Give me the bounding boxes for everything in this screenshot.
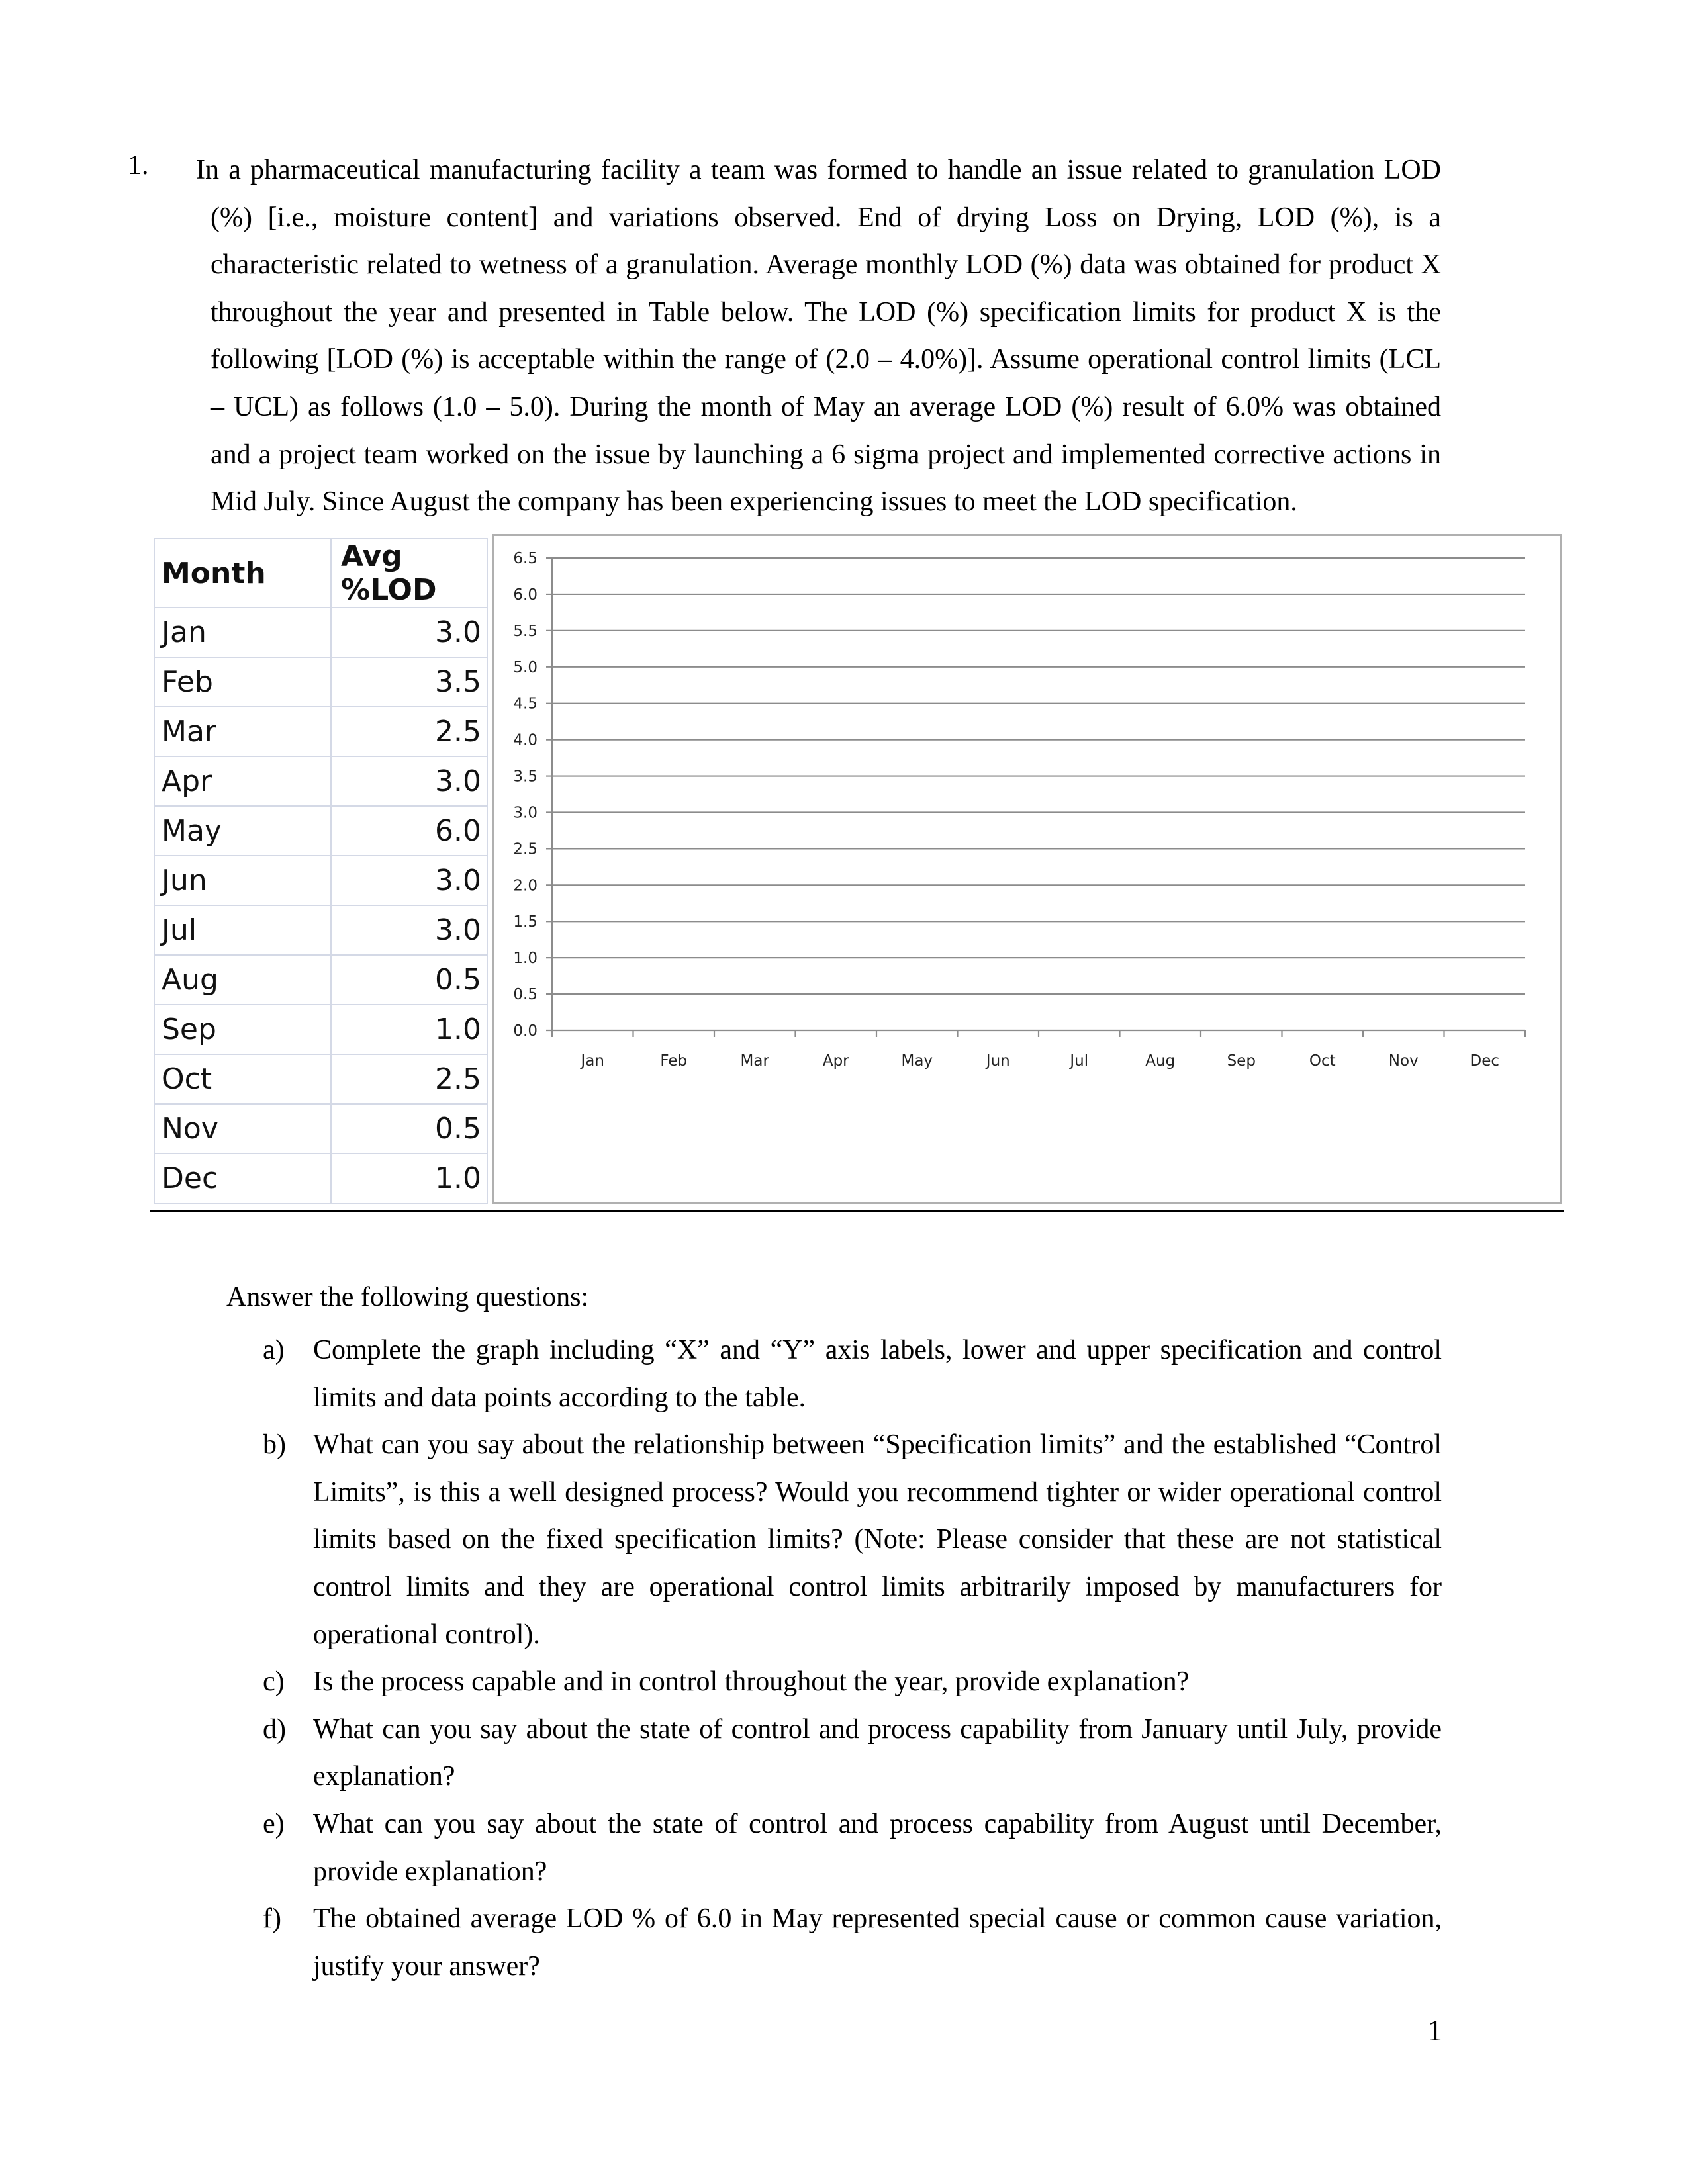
intro-line: and a project team worked on the issue by launching a 6 sigma project and implemented corrective actions in [211,439,1441,470]
x-tick-label: Jan [581,1052,604,1069]
month-cell: Dec [154,1154,331,1203]
y-tick-label: 4.5 [513,695,538,713]
section-divider-rule [150,1210,1564,1212]
x-tick-label: May [901,1052,933,1069]
table-row [154,707,487,756]
y-tick-label: 1.0 [513,950,538,968]
question-text [313,1422,1442,1659]
table-row [154,806,487,856]
avg-lod-cell: 3.0 [331,905,487,955]
y-tick-label: 2.0 [513,877,538,895]
table-row [154,1104,487,1154]
month-cell: Feb [154,657,331,707]
table-header-row [154,539,487,608]
question-line: What can you say about the state of control and process capability from January until July, provide [313,1713,1442,1745]
month-cell: Mar [154,707,331,756]
question-line: What can you say about the relationship between “Specification limits” and the established “Control [313,1430,1442,1461]
x-tick-label: Aug [1145,1052,1176,1069]
page-number: 1 [1427,2013,1442,2047]
question-line: provide explanation? [313,1856,547,1887]
y-tick-label: 5.0 [513,659,538,676]
table-row [154,1005,487,1054]
intro-line: throughout the year and presented in Table below. The LOD (%) specification limits for product X is the [211,296,1441,328]
y-tick-label: 6.0 [513,586,538,604]
month-cell: Oct [154,1054,331,1104]
x-tick-label: Apr [822,1052,849,1069]
question-text [313,1895,1442,1990]
y-tick-label: 3.0 [513,804,538,822]
month-cell: Jan [154,608,331,657]
y-tick-label: 0.5 [513,986,538,1004]
question-line: explanation? [313,1761,455,1792]
table-row [154,657,487,707]
y-tick-label: 3.5 [513,768,538,786]
question-line: justify your answer? [313,1950,540,1981]
y-tick-label: 4.0 [513,731,538,749]
lod-data-table [154,538,488,1204]
column-header-month: Month [154,539,331,608]
y-tick-label: 1.5 [513,913,538,931]
y-tick-label: 2.5 [513,841,538,858]
y-tick-label: 5.5 [513,622,538,640]
intro-line: following [LOD (%) is acceptable within the range of (2.0 – 4.0%)]. Assume operational control limits (LCL [211,344,1441,375]
x-tick-label: Dec [1470,1052,1500,1069]
question-text [313,1801,1442,1895]
question-label: c) [263,1666,285,1698]
question-line: What can you say about the state of control and process capability from August until December, [313,1809,1442,1839]
question-number: 1. [128,150,149,181]
intro-line: Mid July. Since August the company has been experiencing issues to meet the LOD specification. [211,486,1297,518]
month-cell: Nov [154,1104,331,1154]
table-row [154,1054,487,1104]
blank-lod-chart [492,534,1562,1204]
table-row [154,608,487,657]
question-line: limits based on the fixed specification limits? (Note: Please consider that these are not statistical [313,1524,1442,1555]
y-tick-label: 6.5 [513,550,538,567]
question-line: operational control). [313,1619,540,1650]
month-cell: Aug [154,955,331,1005]
month-cell: Sep [154,1005,331,1054]
intro-line: (%) [i.e., moisture content] and variations observed. End of drying Loss on Drying, LOD (%), is a [211,202,1441,233]
x-tick-label: Jul [1070,1052,1089,1069]
question-line: Limits”, is this a well designed process? Would you recommend tighter or wider operational control [313,1477,1442,1508]
x-tick-label: Jun [986,1052,1010,1069]
question-line: Is the process capable and in control throughout the year, provide explanation? [313,1666,1190,1698]
avg-lod-cell: 3.5 [331,657,487,707]
column-header-avg-lod: Avg %LOD [331,539,487,608]
avg-lod-cell: 0.5 [331,1104,487,1154]
question-line: Complete the graph including “X” and “Y” axis labels, lower and upper specification and control [313,1335,1442,1365]
question-text [313,1659,1442,1706]
y-tick-label: 0.0 [513,1023,538,1040]
avg-lod-cell: 2.5 [331,707,487,756]
table-row [154,856,487,905]
intro-line: characteristic related to wetness of a granulation. Average monthly LOD (%) data was obtained for product X [211,250,1441,281]
question-line: limits and data points according to the table. [313,1382,806,1413]
question-intro-paragraph [196,147,1441,526]
question-text [313,1327,1442,1422]
x-tick-label: Mar [740,1052,769,1069]
x-tick-label: Feb [660,1052,688,1069]
x-tick-label: Oct [1309,1052,1336,1069]
avg-lod-cell: 3.0 [331,856,487,905]
intro-line: In a pharmaceutical manufacturing facility a team was formed to handle an issue related to granulation LOD [196,155,1441,185]
question-line: control limits and they are operational control limits arbitrarily imposed by manufacturers for [313,1571,1442,1602]
question-line: The obtained average LOD % of 6.0 in May represented special cause or common cause variation, [313,1903,1442,1934]
question-label: b) [263,1430,286,1461]
chart-canvas [494,536,1560,1202]
table-row [154,1154,487,1203]
question-text [313,1706,1442,1801]
month-cell: Jul [154,905,331,955]
table-row [154,905,487,955]
intro-line: – UCL) as follows (1.0 – 5.0). During the month of May an average LOD (%) result of 6.0% was obtained [211,391,1441,422]
avg-lod-cell: 6.0 [331,806,487,856]
answer-intro: Answer the following questions: [226,1282,589,1312]
avg-lod-cell: 1.0 [331,1154,487,1203]
avg-lod-cell: 0.5 [331,955,487,1005]
month-cell: Jun [154,856,331,905]
question-label: e) [263,1809,285,1839]
avg-lod-cell: 1.0 [331,1005,487,1054]
month-cell: May [154,806,331,856]
month-cell: Apr [154,756,331,806]
table-row [154,756,487,806]
x-tick-label: Sep [1227,1052,1256,1069]
table-row [154,955,487,1005]
avg-lod-cell: 2.5 [331,1054,487,1104]
question-label: a) [263,1335,285,1365]
avg-lod-cell: 3.0 [331,608,487,657]
question-label: d) [263,1713,286,1745]
avg-lod-cell: 3.0 [331,756,487,806]
question-label: f) [263,1903,281,1934]
x-tick-label: Nov [1388,1052,1419,1069]
